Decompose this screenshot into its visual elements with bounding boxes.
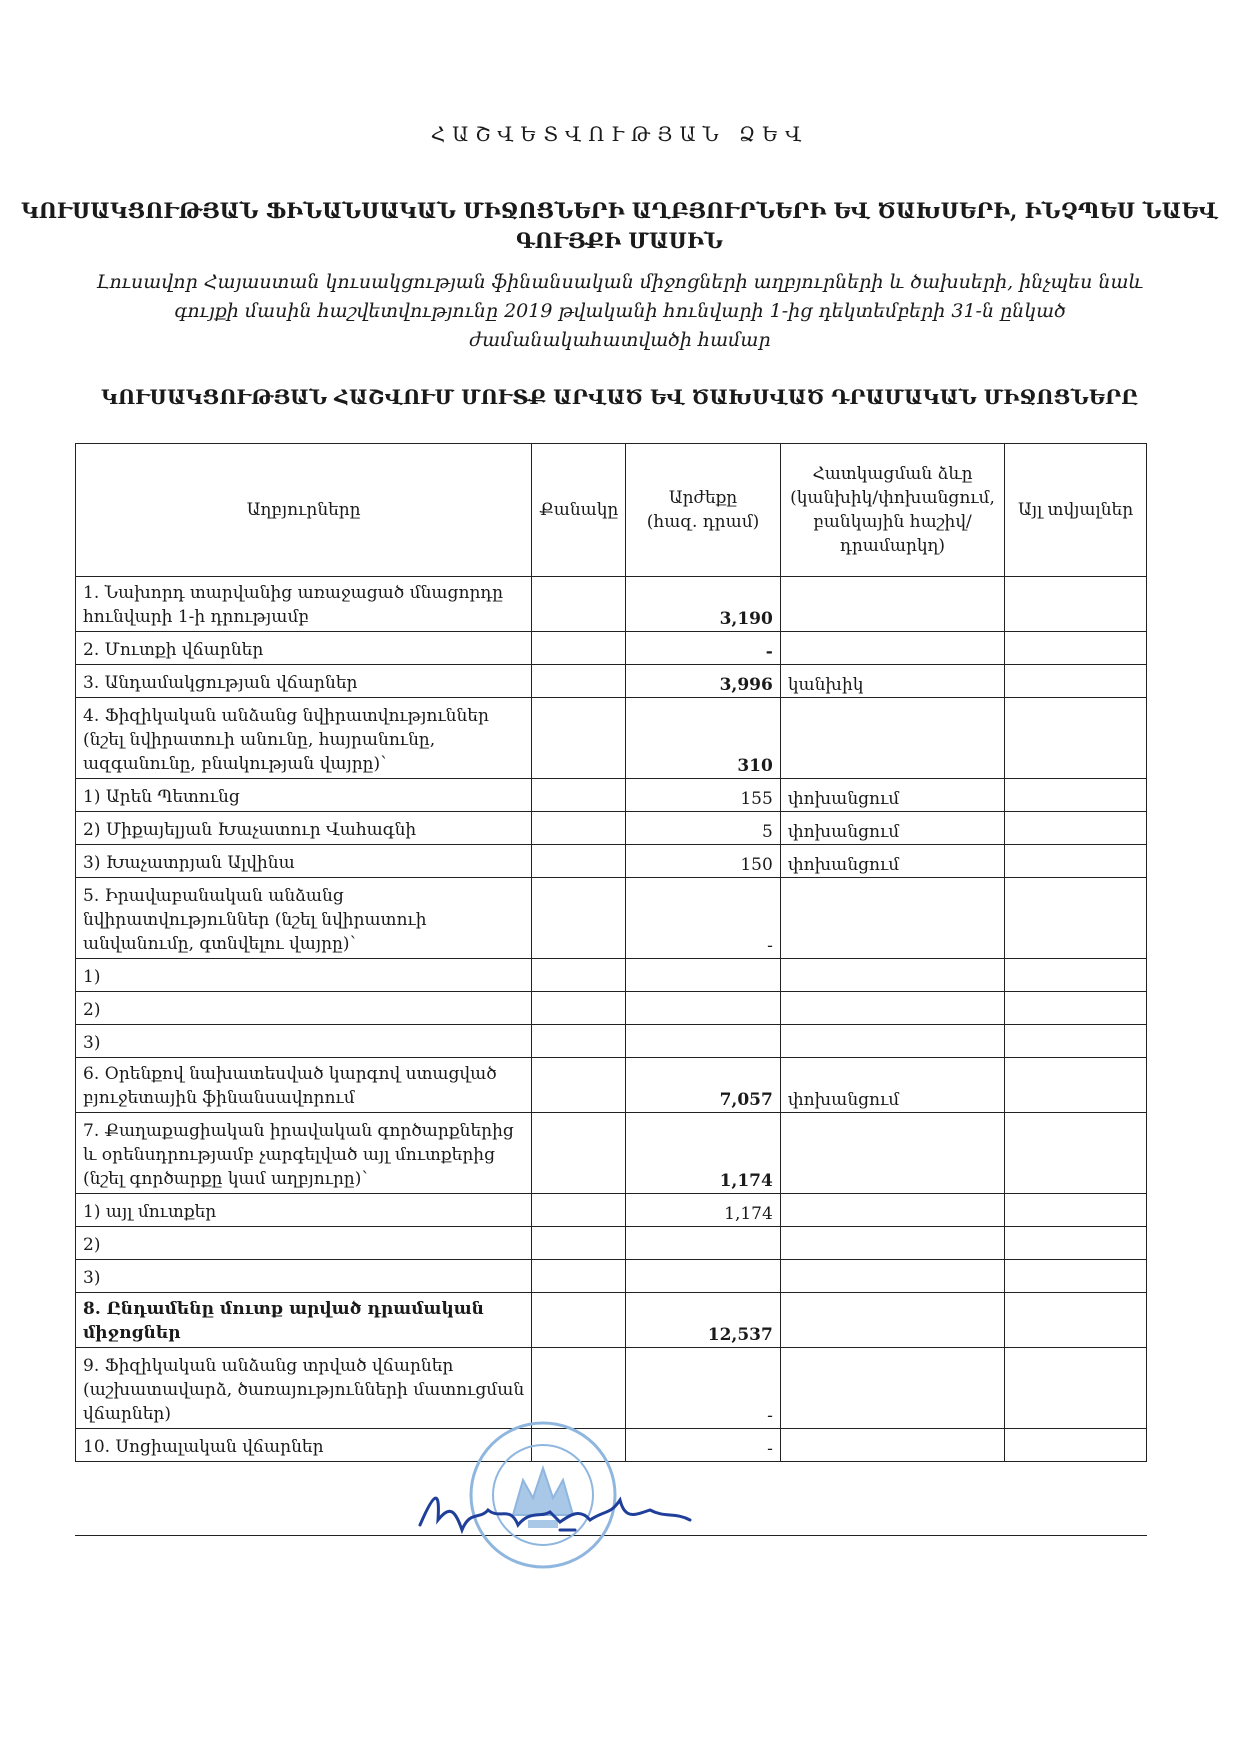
row-label: 1) [76,959,532,992]
row-method [780,698,1004,779]
row-method [780,1194,1004,1227]
row-quantity [532,632,626,665]
row-quantity [532,1025,626,1058]
main-title-line2: ԳՈՒՅՔԻ ՄԱՍԻՆ [516,228,723,253]
main-title-line1: ԿՈՒՍԱԿՑՈՒԹՅԱՆ ՖԻՆԱՆՍԱԿԱՆ ՄԻՋՈՑՆԵՐԻ ԱՂԲՅՈՒՐՆԵՐԻ ԵՎ ԾԱԽՍԵՐԻ, ԻՆՉՊԵՍ ՆԱԵՎ [21,198,1218,223]
row-value: 3,996 [626,665,781,698]
row-other [1005,632,1147,665]
section-title: ԿՈՒՍԱԿՑՈՒԹՅԱՆ ՀԱՇՎՈՒՄ ՄՈՒՏՔ ԱՐՎԱԾ ԵՎ ԾԱԽՍՎԱԾ ԴՐԱՄԱԿԱՆ ՄԻՋՈՑՆԵՐԸ [101,385,1138,409]
row-value: 5 [626,812,781,845]
row-quantity [532,959,626,992]
row-method: փոխանցում [780,779,1004,812]
row-quantity [532,1058,626,1113]
row-label: 2) Միքայելյան Խաչատուր Վահագնի [76,812,532,845]
row-value: - [626,1348,781,1429]
row-method [780,1025,1004,1058]
row-label: 10. Սոցիալական վճարներ [76,1429,532,1462]
row-label: 4. Ֆիզիկական անձանց նվիրատվություններ (նշել նվիրատուի անունը, հայրանունը, ազգանունը, բնակության վայրը)՝ [76,698,532,779]
row-value [626,992,781,1025]
row-other [1005,1429,1147,1462]
row-label: 5. Իրավաբանական անձանց նվիրատվություններ (նշել նվիրատուի անվանումը, գտնվելու վայրը)՝ [76,878,532,959]
table-row [76,845,1147,878]
row-method [780,1429,1004,1462]
header-payment-method [780,444,1004,577]
report-subtitle: Լուսավոր Հայաստան կուսակցության ֆինանսական միջոցների աղբյուրների և ծախսերի, ինչպես նաև գույքի մասին հաշվետվությունը 2019 թվականի հունվարի 1-ից դեկտեմբերի 31-ն ընկած ժամանակահատվածի համար [96,271,1144,351]
header-payment-method-note: (կանխիկ/փոխանցում, բանկային հաշիվ/դրամարկղ) [790,488,995,556]
row-value [626,1260,781,1293]
row-label: 1. Նախորդ տարվանից առաջացած մնացորդը հունվարի 1-ի դրությամբ [76,577,532,632]
row-value: 12,537 [626,1293,781,1348]
row-other [1005,812,1147,845]
row-quantity [532,779,626,812]
row-method: կանխիկ [780,665,1004,698]
table-row [76,665,1147,698]
row-value [626,1227,781,1260]
main-title [0,196,1239,256]
row-method [780,632,1004,665]
row-value: 155 [626,779,781,812]
table-row [76,1293,1147,1348]
row-other [1005,1113,1147,1194]
row-label: 3. Անդամակցության վճարներ [76,665,532,698]
table-row [76,698,1147,779]
row-quantity [532,1194,626,1227]
row-other [1005,1058,1147,1113]
row-other [1005,665,1147,698]
table-row [76,1113,1147,1194]
row-label: 7. Քաղաքացիական իրավական գործարքներից և օրենսդրությամբ չարգելված այլ մուտքերից (նշել գործարքը կամ աղբյուրը)՝ [76,1113,532,1194]
header-payment-method-label: Հատկացման ձևը [812,464,973,484]
table-row [76,1227,1147,1260]
row-quantity [532,577,626,632]
row-value: 7,057 [626,1058,781,1113]
row-quantity [532,992,626,1025]
row-label: 3) Խաչատրյան Ալվինա [76,845,532,878]
row-method [780,878,1004,959]
table-row [76,1260,1147,1293]
row-value: 1,174 [626,1194,781,1227]
row-label: 9. Ֆիզիկական անձանց տրված վճարներ (աշխատավարձ, ծառայությունների մատուցման վճարներ) [76,1348,532,1429]
row-label: 1) այլ մուտքեր [76,1194,532,1227]
header-quantity: Քանակը [532,444,626,577]
row-label: 2) [76,992,532,1025]
row-quantity [532,1348,626,1429]
row-quantity [532,845,626,878]
row-value: 150 [626,845,781,878]
row-quantity [532,1260,626,1293]
row-quantity [532,698,626,779]
header-sources: Աղբյուրները [76,444,532,577]
row-value: 310 [626,698,781,779]
row-other [1005,577,1147,632]
row-method [780,1293,1004,1348]
table-row [76,1025,1147,1058]
row-other [1005,959,1147,992]
row-quantity [532,1113,626,1194]
row-other [1005,1293,1147,1348]
row-method [780,1113,1004,1194]
row-label: 1) Արեն Պետունց [76,779,532,812]
header-other: Այլ տվյալներ [1005,444,1147,577]
row-method [780,577,1004,632]
row-value [626,1025,781,1058]
header-value-unit: (հազ. դրամ) [646,512,760,532]
row-method [780,1348,1004,1429]
row-method [780,992,1004,1025]
row-value: - [626,632,781,665]
table-row [76,1348,1147,1429]
form-title: ՀԱՇՎԵՏՎՈՒԹՅԱՆ ՁԵՎ [430,122,809,146]
row-other [1005,779,1147,812]
row-other [1005,698,1147,779]
table-row [76,1194,1147,1227]
row-other [1005,1348,1147,1429]
row-value: 3,190 [626,577,781,632]
row-value: - [626,1429,781,1462]
row-quantity [532,1293,626,1348]
table-row [76,1058,1147,1113]
row-label: 3) [76,1260,532,1293]
row-method: փոխանցում [780,1058,1004,1113]
row-value [626,959,781,992]
table-row [76,577,1147,632]
table-row [76,779,1147,812]
row-other [1005,845,1147,878]
row-value: 1,174 [626,1113,781,1194]
row-quantity [532,665,626,698]
row-quantity [532,878,626,959]
row-other [1005,992,1147,1025]
row-value: - [626,878,781,959]
row-other [1005,1260,1147,1293]
table-row [76,959,1147,992]
table-row [76,878,1147,959]
row-label: 3) [76,1025,532,1058]
row-quantity [532,1227,626,1260]
table-header-row [76,444,1147,577]
row-label: 2. Մուտքի վճարներ [76,632,532,665]
row-method: փոխանցում [780,845,1004,878]
table-row [76,992,1147,1025]
header-value [626,444,781,577]
funds-table [75,443,1147,1462]
row-other [1005,1194,1147,1227]
row-other [1005,1025,1147,1058]
row-label: 6. Օրենքով նախատեսված կարգով ստացված բյուջետային ֆինանսավորում [76,1058,532,1113]
row-other [1005,1227,1147,1260]
row-label: 2) [76,1227,532,1260]
signature-icon [410,1480,710,1550]
row-quantity [532,812,626,845]
row-method [780,1227,1004,1260]
header-value-label: Արժեքը [668,488,738,508]
row-method: փոխանցում [780,812,1004,845]
row-method [780,959,1004,992]
table-row [76,632,1147,665]
row-other [1005,878,1147,959]
row-method [780,1260,1004,1293]
row-label: 8. Ընդամենը մուտք արված դրամական միջոցներ [76,1293,532,1348]
table-row [76,812,1147,845]
